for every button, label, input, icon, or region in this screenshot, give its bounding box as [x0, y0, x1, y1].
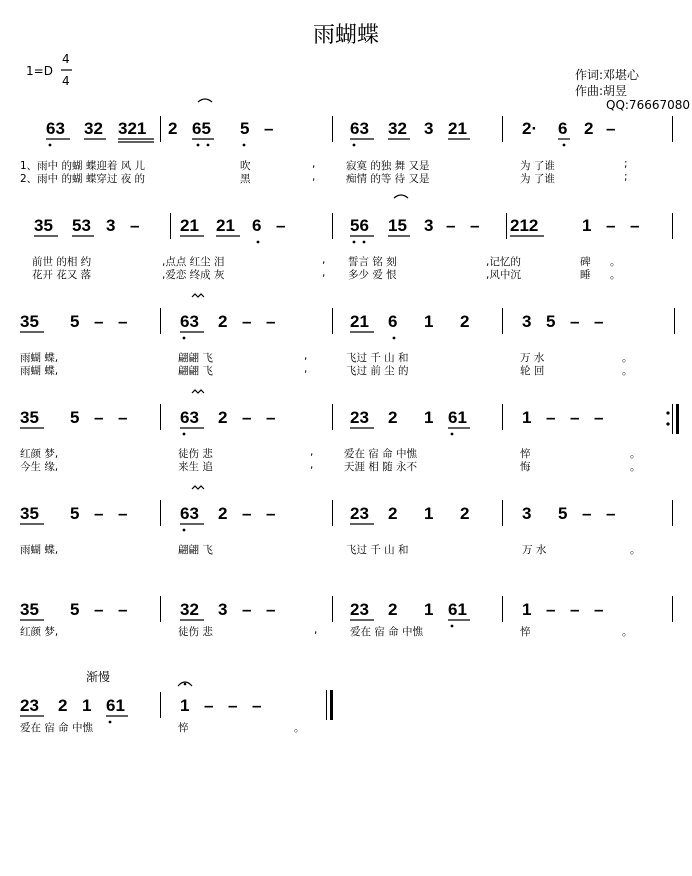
note: 63	[180, 504, 199, 523]
lyric: 悴	[520, 448, 531, 460]
dash: –	[582, 504, 592, 523]
dash: –	[118, 312, 128, 331]
note: 6	[558, 119, 568, 138]
note: 21	[448, 119, 467, 138]
dash: –	[118, 504, 128, 523]
note: 6	[388, 312, 398, 331]
note: 2	[218, 504, 228, 523]
note: 35	[20, 312, 39, 331]
song-title: 雨蝴蝶	[312, 23, 379, 48]
lyric: 为 了谁	[520, 173, 555, 185]
note: 21	[350, 312, 369, 331]
note: 2·	[522, 119, 538, 138]
note: 56	[350, 216, 369, 235]
dash: –	[242, 504, 252, 523]
lyric: ,	[310, 459, 314, 471]
dash: –	[266, 312, 276, 331]
lyric: ,	[312, 171, 316, 183]
note: 1	[82, 696, 92, 715]
lyric: 雨蝴 蝶,	[20, 352, 59, 364]
time-signature-top: 4	[62, 52, 70, 66]
lyric: 万 水	[520, 352, 545, 364]
lyric: 爱在 宿 命 中憔	[20, 722, 94, 734]
lyric: ,	[304, 363, 308, 375]
dash: –	[266, 600, 276, 619]
lyric: 雨蝴 蝶,	[20, 544, 59, 556]
note: 3	[522, 312, 532, 331]
note: 5	[240, 119, 250, 138]
dash: –	[94, 408, 104, 427]
dash: –	[118, 600, 128, 619]
dash: –	[546, 600, 556, 619]
lyric: ,	[314, 624, 318, 636]
note: 21	[216, 216, 235, 235]
lyric: 翩翩 飞	[178, 544, 213, 556]
lyric: ,记忆的	[486, 256, 521, 268]
note: 2	[460, 504, 470, 523]
note: 1	[522, 408, 532, 427]
note: 63	[350, 119, 369, 138]
lyric: ,	[322, 267, 326, 279]
dash: –	[242, 408, 252, 427]
lyric: 。	[622, 626, 633, 638]
lyric: 翩翩 飞	[178, 365, 213, 377]
dash: –	[266, 408, 276, 427]
lyric: 。	[630, 544, 641, 556]
lyric: 飞过 前 尘 的	[346, 365, 409, 377]
dash: –	[94, 312, 104, 331]
lyric: 飞过 千 山 和	[346, 352, 409, 364]
lyric: 前世 的相 约	[32, 256, 92, 268]
lyric: ,点点 红尘 泪	[162, 256, 225, 268]
lyric: 万 水	[522, 544, 547, 556]
lyric: 。	[610, 269, 621, 281]
note: 3	[218, 600, 228, 619]
dash: –	[546, 408, 556, 427]
note: 61	[106, 696, 125, 715]
lyric: 花开 花又 落	[32, 269, 92, 281]
tempo-marking: 渐慢	[86, 670, 111, 684]
qq-contact: QQ:76667080	[606, 98, 691, 112]
dash: –	[242, 312, 252, 331]
note: 32	[388, 119, 407, 138]
dash: –	[606, 504, 616, 523]
lyric: 徒伤 悲	[178, 626, 213, 638]
note: 5	[558, 504, 568, 523]
dash: –	[606, 119, 616, 138]
dash: –	[276, 216, 286, 235]
note: 1	[424, 312, 434, 331]
note: 2	[58, 696, 68, 715]
note: 2	[388, 504, 398, 523]
note: 2	[388, 600, 398, 619]
lyric: ;	[624, 171, 628, 183]
dash: –	[266, 504, 276, 523]
note: 23	[350, 600, 369, 619]
note: 61	[448, 600, 467, 619]
lyric: 悴	[520, 626, 531, 638]
dash: –	[94, 504, 104, 523]
dash: –	[130, 216, 140, 235]
lyric: 徒伤 悲	[178, 448, 213, 460]
lyric: 为 了谁	[520, 160, 555, 172]
note: 3	[424, 119, 434, 138]
lyric: 多少 爱 恨	[348, 269, 397, 281]
note: 65	[192, 119, 211, 138]
note: 53	[72, 216, 91, 235]
lyric: ,风中沉	[486, 269, 521, 281]
lyricist-credit: 作词:邓堪心	[575, 68, 640, 82]
dash: –	[470, 216, 480, 235]
lyric: ,	[322, 254, 326, 266]
lyric: 红颜 梦,	[20, 448, 59, 460]
note: 3	[424, 216, 434, 235]
time-signature-bottom: 4	[62, 74, 70, 88]
note: 1	[180, 696, 190, 715]
note: 3	[522, 504, 532, 523]
lyric: 爱在 宿 命 中憔	[344, 448, 418, 460]
note: 1	[424, 408, 434, 427]
note: 2	[584, 119, 594, 138]
lyric: 悴	[178, 722, 189, 734]
lyric: 寂寞 的独 舞 又是	[346, 160, 430, 172]
lyric: 睡	[580, 269, 591, 281]
note: 3	[106, 216, 116, 235]
dash: –	[570, 600, 580, 619]
lyric: 翩翩 飞	[178, 352, 213, 364]
dash: –	[204, 696, 214, 715]
dash: –	[242, 600, 252, 619]
lyric: 。	[630, 461, 641, 473]
note: 23	[350, 408, 369, 427]
note: 35	[20, 600, 39, 619]
lyric: 雨蝴 蝶,	[20, 365, 59, 377]
note: 1	[424, 600, 434, 619]
note: 32	[180, 600, 199, 619]
composer-credit: 作曲:胡昱	[575, 84, 628, 98]
note: 5	[70, 504, 80, 523]
lyric: 2、雨中 的蝴 蝶穿过 夜 的	[20, 173, 146, 185]
lyric: ,爱恋 终成 灰	[162, 269, 225, 281]
lyric: 。	[294, 722, 305, 734]
lyric: ,	[304, 350, 308, 362]
lyric: 。	[610, 256, 621, 268]
note: 1	[582, 216, 592, 235]
note: 1	[424, 504, 434, 523]
lyric: 。	[622, 352, 633, 364]
dash: –	[570, 312, 580, 331]
note: 63	[46, 119, 65, 138]
lyric: 。	[630, 448, 641, 460]
note: 23	[20, 696, 39, 715]
lyric: 红颜 梦,	[20, 626, 59, 638]
dash: –	[594, 312, 604, 331]
lyric: 黑	[240, 173, 251, 185]
lyric: 爱在 宿 命 中憔	[350, 626, 424, 638]
lyric: 吹	[240, 160, 251, 172]
note: 1	[522, 600, 532, 619]
note: 212	[510, 216, 539, 235]
dash: –	[446, 216, 456, 235]
note: 5	[70, 312, 80, 331]
dash: –	[594, 600, 604, 619]
note: 35	[20, 504, 39, 523]
note: 61	[448, 408, 467, 427]
lyric: 。	[622, 365, 633, 377]
note: 63	[180, 408, 199, 427]
note: 2	[460, 312, 470, 331]
lyric: 碑	[580, 256, 591, 268]
dash: –	[264, 119, 274, 138]
lyric: ,	[310, 446, 314, 458]
lyric: 轮 回	[520, 365, 545, 377]
note: 2	[218, 312, 228, 331]
lyric: 飞过 千 山 和	[346, 544, 409, 556]
lyric: 悔	[520, 461, 531, 473]
lyric: 痴情 的等 待 又是	[346, 173, 430, 185]
lyric: 誓言 铭 刻	[348, 256, 397, 268]
dash: –	[630, 216, 640, 235]
lyric: 来生 追	[178, 461, 213, 473]
lyric: ,	[312, 158, 316, 170]
lyric: 今生 缘,	[20, 461, 59, 473]
dash: –	[606, 216, 616, 235]
note: 5	[70, 600, 80, 619]
note: 5	[70, 408, 80, 427]
lyric: 天涯 相 随 永不	[344, 461, 418, 473]
note: 321	[118, 119, 147, 138]
dash: –	[94, 600, 104, 619]
note: 32	[84, 119, 103, 138]
note: 6	[252, 216, 262, 235]
dash: –	[252, 696, 262, 715]
note: 15	[388, 216, 407, 235]
dash: –	[570, 408, 580, 427]
note: 63	[180, 312, 199, 331]
lyric: 1、雨中 的蝴 蝶迎着 风 儿	[20, 160, 146, 172]
note: 2	[168, 119, 178, 138]
note: 2	[388, 408, 398, 427]
key-signature: 1=D	[26, 64, 53, 78]
dash: –	[594, 408, 604, 427]
note: 21	[180, 216, 199, 235]
dash: –	[228, 696, 238, 715]
dash: –	[118, 408, 128, 427]
lyric: ;	[624, 158, 628, 170]
note: 5	[546, 312, 556, 331]
note: 23	[350, 504, 369, 523]
note: 35	[34, 216, 53, 235]
note: 2	[218, 408, 228, 427]
note: 35	[20, 408, 39, 427]
